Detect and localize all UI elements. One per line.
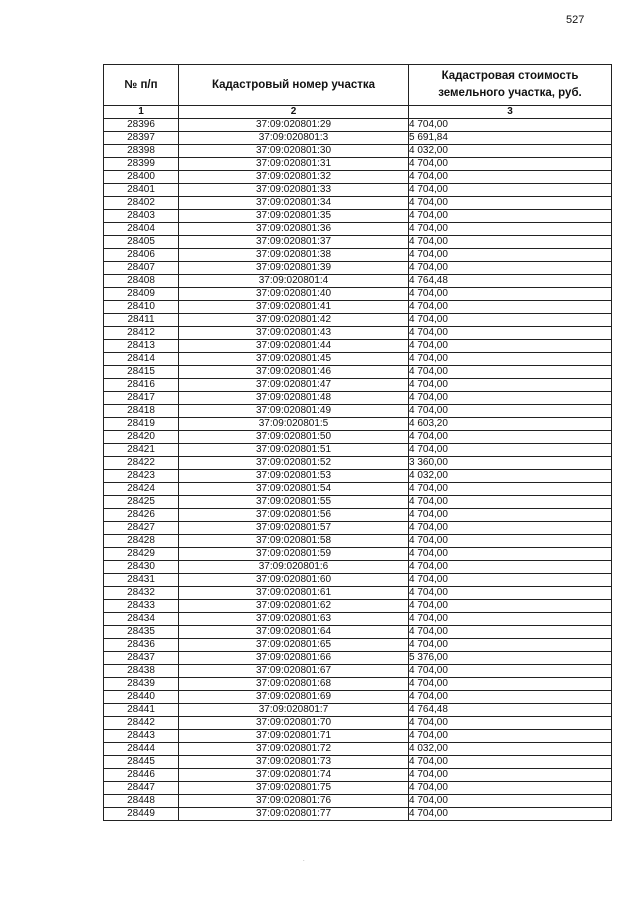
table-row [104, 418, 612, 431]
table-row [104, 483, 612, 496]
row-index: 28402 [104, 197, 179, 210]
table-row [104, 587, 612, 600]
cadastral-number: 37:09:020801:48 [179, 392, 409, 405]
column-number-2: 2 [179, 106, 409, 119]
cadastral-cost: 4 704,00 [409, 210, 612, 223]
cadastral-cost: 5 691,84 [409, 132, 612, 145]
table-row [104, 548, 612, 561]
cadastral-number: 37:09:020801:5 [179, 418, 409, 431]
cadastral-cost: 4 704,00 [409, 808, 612, 821]
table-row [104, 197, 612, 210]
row-index: 28433 [104, 600, 179, 613]
table-row [104, 795, 612, 808]
table-row [104, 262, 612, 275]
table-row [104, 392, 612, 405]
row-index: 28412 [104, 327, 179, 340]
cadastral-cost: 4 704,00 [409, 184, 612, 197]
cadastral-cost: 4 603,20 [409, 418, 612, 431]
cadastral-cost: 4 704,00 [409, 392, 612, 405]
cadastral-number: 37:09:020801:31 [179, 158, 409, 171]
cadastral-number: 37:09:020801:3 [179, 132, 409, 145]
row-index: 28430 [104, 561, 179, 574]
cadastral-number: 37:09:020801:55 [179, 496, 409, 509]
row-index: 28399 [104, 158, 179, 171]
table-row [104, 405, 612, 418]
page-number: 527 [566, 14, 585, 26]
table-row [104, 808, 612, 821]
table-row [104, 743, 612, 756]
cadastral-number: 37:09:020801:71 [179, 730, 409, 743]
table-header [104, 65, 612, 119]
cadastral-cost: 4 704,00 [409, 223, 612, 236]
cadastral-number: 37:09:020801:51 [179, 444, 409, 457]
row-index: 28440 [104, 691, 179, 704]
cadastral-number: 37:09:020801:64 [179, 626, 409, 639]
cadastral-cost: 4 704,00 [409, 522, 612, 535]
row-index: 28411 [104, 314, 179, 327]
table-row [104, 496, 612, 509]
cadastral-cost: 4 704,00 [409, 353, 612, 366]
table-row [104, 223, 612, 236]
row-index: 28422 [104, 457, 179, 470]
cadastral-cost: 4 704,00 [409, 236, 612, 249]
cadastral-number: 37:09:020801:29 [179, 119, 409, 132]
table-row [104, 665, 612, 678]
table-row [104, 119, 612, 132]
table-row [104, 236, 612, 249]
cadastral-cost: 4 704,00 [409, 756, 612, 769]
table-row [104, 314, 612, 327]
table-row [104, 574, 612, 587]
table-row [104, 769, 612, 782]
table-row [104, 288, 612, 301]
cadastral-cost: 4 704,00 [409, 548, 612, 561]
cadastral-number: 37:09:020801:41 [179, 301, 409, 314]
cadastral-number: 37:09:020801:58 [179, 535, 409, 548]
row-index: 28419 [104, 418, 179, 431]
cadastral-cost: 4 032,00 [409, 743, 612, 756]
cadastral-cost: 4 704,00 [409, 301, 612, 314]
cadastral-number: 37:09:020801:59 [179, 548, 409, 561]
cadastral-number: 37:09:020801:34 [179, 197, 409, 210]
cadastral-number: 37:09:020801:74 [179, 769, 409, 782]
row-index: 28437 [104, 652, 179, 665]
table-row [104, 613, 612, 626]
row-index: 28418 [104, 405, 179, 418]
cadastral-cost: 4 704,00 [409, 665, 612, 678]
row-index: 28421 [104, 444, 179, 457]
cadastral-number: 37:09:020801:37 [179, 236, 409, 249]
table-row [104, 210, 612, 223]
cadastral-cost: 4 704,00 [409, 782, 612, 795]
cadastral-cost: 4 704,00 [409, 171, 612, 184]
cadastral-cost: 4 704,00 [409, 730, 612, 743]
table-row [104, 561, 612, 574]
row-index: 28447 [104, 782, 179, 795]
table-row [104, 275, 612, 288]
cadastral-cost: 4 704,00 [409, 561, 612, 574]
row-index: 28425 [104, 496, 179, 509]
row-index: 28397 [104, 132, 179, 145]
table-row [104, 340, 612, 353]
cadastral-cost: 4 704,00 [409, 119, 612, 132]
table-row [104, 145, 612, 158]
cadastral-number: 37:09:020801:46 [179, 366, 409, 379]
cadastral-cost: 4 704,00 [409, 600, 612, 613]
table-row [104, 782, 612, 795]
row-index: 28398 [104, 145, 179, 158]
cadastral-number: 37:09:020801:44 [179, 340, 409, 353]
row-index: 28444 [104, 743, 179, 756]
row-index: 28414 [104, 353, 179, 366]
column-number-row [104, 106, 612, 119]
cadastral-cost: 4 704,00 [409, 795, 612, 808]
cadastral-number: 37:09:020801:56 [179, 509, 409, 522]
cadastral-number: 37:09:020801:68 [179, 678, 409, 691]
row-index: 28435 [104, 626, 179, 639]
row-index: 28405 [104, 236, 179, 249]
row-index: 28428 [104, 535, 179, 548]
row-index: 28406 [104, 249, 179, 262]
row-index: 28432 [104, 587, 179, 600]
cadastral-cost: 4 704,00 [409, 717, 612, 730]
cadastral-cost: 4 704,00 [409, 431, 612, 444]
cadastral-number: 37:09:020801:43 [179, 327, 409, 340]
table-row [104, 756, 612, 769]
table-row [104, 704, 612, 717]
cadastral-number: 37:09:020801:57 [179, 522, 409, 535]
table-body [104, 119, 612, 821]
cadastral-cost: 4 704,00 [409, 496, 612, 509]
header-cadastral-cost: Кадастровая стоимость земельного участка, руб. [409, 65, 612, 106]
row-index: 28409 [104, 288, 179, 301]
cadastral-cost: 4 704,00 [409, 340, 612, 353]
table-row [104, 327, 612, 340]
table-row [104, 639, 612, 652]
cadastral-cost: 4 704,00 [409, 262, 612, 275]
cadastral-number: 37:09:020801:66 [179, 652, 409, 665]
cadastral-number: 37:09:020801:49 [179, 405, 409, 418]
table-row [104, 184, 612, 197]
header-row [104, 65, 612, 106]
cadastral-number: 37:09:020801:36 [179, 223, 409, 236]
row-index: 28407 [104, 262, 179, 275]
cadastral-number: 37:09:020801:53 [179, 470, 409, 483]
cadastral-number: 37:09:020801:45 [179, 353, 409, 366]
table-row [104, 379, 612, 392]
cadastral-cost: 4 704,00 [409, 197, 612, 210]
scan-mark: . [303, 857, 305, 863]
cadastral-number: 37:09:020801:70 [179, 717, 409, 730]
cadastral-number: 37:09:020801:35 [179, 210, 409, 223]
cadastral-number: 37:09:020801:52 [179, 457, 409, 470]
table-row [104, 158, 612, 171]
cadastral-cost: 4 704,00 [409, 405, 612, 418]
row-index: 28416 [104, 379, 179, 392]
table-row [104, 457, 612, 470]
cadastral-cost: 4 704,00 [409, 288, 612, 301]
cadastral-cost: 4 704,00 [409, 509, 612, 522]
cadastral-number: 37:09:020801:76 [179, 795, 409, 808]
table-row [104, 353, 612, 366]
table-row [104, 535, 612, 548]
cadastral-cost: 4 704,00 [409, 249, 612, 262]
row-index: 28446 [104, 769, 179, 782]
cadastral-number: 37:09:020801:4 [179, 275, 409, 288]
row-index: 28410 [104, 301, 179, 314]
row-index: 28426 [104, 509, 179, 522]
row-index: 28436 [104, 639, 179, 652]
cadastral-number: 37:09:020801:30 [179, 145, 409, 158]
cadastral-number: 37:09:020801:39 [179, 262, 409, 275]
column-number-3: 3 [409, 106, 612, 119]
row-index: 28404 [104, 223, 179, 236]
row-index: 28449 [104, 808, 179, 821]
cadastral-number: 37:09:020801:73 [179, 756, 409, 769]
row-index: 28438 [104, 665, 179, 678]
header-index: № п/п [104, 65, 179, 106]
row-index: 28403 [104, 210, 179, 223]
cadastral-cost: 4 704,00 [409, 158, 612, 171]
cadastral-number: 37:09:020801:62 [179, 600, 409, 613]
cadastral-cost: 4 704,00 [409, 626, 612, 639]
cadastral-number: 37:09:020801:77 [179, 808, 409, 821]
cadastral-cost: 4 704,00 [409, 691, 612, 704]
cadastral-number: 37:09:020801:65 [179, 639, 409, 652]
cadastral-cost: 4 764,48 [409, 704, 612, 717]
table-row [104, 730, 612, 743]
cadastral-cost: 5 376,00 [409, 652, 612, 665]
cadastral-number: 37:09:020801:67 [179, 665, 409, 678]
cadastral-cost: 4 704,00 [409, 444, 612, 457]
cadastral-number: 37:09:020801:69 [179, 691, 409, 704]
cadastral-number: 37:09:020801:40 [179, 288, 409, 301]
cadastral-table [103, 64, 612, 821]
cadastral-number: 37:09:020801:33 [179, 184, 409, 197]
table-row [104, 470, 612, 483]
cadastral-cost: 4 704,00 [409, 535, 612, 548]
table-row [104, 717, 612, 730]
cadastral-number: 37:09:020801:60 [179, 574, 409, 587]
table-row [104, 509, 612, 522]
row-index: 28431 [104, 574, 179, 587]
table-row [104, 431, 612, 444]
table-row [104, 678, 612, 691]
table-row [104, 301, 612, 314]
row-index: 28408 [104, 275, 179, 288]
row-index: 28423 [104, 470, 179, 483]
table-row [104, 366, 612, 379]
cadastral-cost: 4 032,00 [409, 470, 612, 483]
row-index: 28434 [104, 613, 179, 626]
cadastral-cost: 4 032,00 [409, 145, 612, 158]
row-index: 28443 [104, 730, 179, 743]
cadastral-cost: 4 704,00 [409, 769, 612, 782]
cadastral-cost: 4 704,00 [409, 483, 612, 496]
table-row [104, 522, 612, 535]
table-row [104, 171, 612, 184]
row-index: 28439 [104, 678, 179, 691]
cadastral-cost: 4 704,00 [409, 613, 612, 626]
header-cadastral-number: Кадастровый номер участка [179, 65, 409, 106]
row-index: 28401 [104, 184, 179, 197]
cadastral-cost: 4 704,00 [409, 678, 612, 691]
table-row [104, 444, 612, 457]
cadastral-number: 37:09:020801:50 [179, 431, 409, 444]
table-row [104, 600, 612, 613]
cadastral-number: 37:09:020801:63 [179, 613, 409, 626]
cadastral-cost: 4 704,00 [409, 314, 612, 327]
cadastral-cost: 4 704,00 [409, 639, 612, 652]
cadastral-cost: 4 704,00 [409, 327, 612, 340]
table-row [104, 626, 612, 639]
cadastral-cost: 4 704,00 [409, 379, 612, 392]
row-index: 28429 [104, 548, 179, 561]
column-number-1: 1 [104, 106, 179, 119]
row-index: 28445 [104, 756, 179, 769]
row-index: 28424 [104, 483, 179, 496]
row-index: 28400 [104, 171, 179, 184]
row-index: 28442 [104, 717, 179, 730]
cadastral-cost: 4 704,00 [409, 574, 612, 587]
table-row [104, 691, 612, 704]
row-index: 28441 [104, 704, 179, 717]
cadastral-number: 37:09:020801:54 [179, 483, 409, 496]
row-index: 28417 [104, 392, 179, 405]
cadastral-cost: 4 764,48 [409, 275, 612, 288]
cadastral-number: 37:09:020801:38 [179, 249, 409, 262]
cadastral-cost: 4 704,00 [409, 587, 612, 600]
cadastral-cost: 3 360,00 [409, 457, 612, 470]
table-row [104, 652, 612, 665]
row-index: 28396 [104, 119, 179, 132]
cadastral-number: 37:09:020801:42 [179, 314, 409, 327]
row-index: 28420 [104, 431, 179, 444]
cadastral-number: 37:09:020801:72 [179, 743, 409, 756]
row-index: 28415 [104, 366, 179, 379]
row-index: 28413 [104, 340, 179, 353]
row-index: 28427 [104, 522, 179, 535]
row-index: 28448 [104, 795, 179, 808]
cadastral-number: 37:09:020801:47 [179, 379, 409, 392]
cadastral-cost: 4 704,00 [409, 366, 612, 379]
table-row [104, 249, 612, 262]
cadastral-number: 37:09:020801:7 [179, 704, 409, 717]
cadastral-number: 37:09:020801:75 [179, 782, 409, 795]
cadastral-number: 37:09:020801:61 [179, 587, 409, 600]
table-row [104, 132, 612, 145]
cadastral-number: 37:09:020801:6 [179, 561, 409, 574]
cadastral-number: 37:09:020801:32 [179, 171, 409, 184]
